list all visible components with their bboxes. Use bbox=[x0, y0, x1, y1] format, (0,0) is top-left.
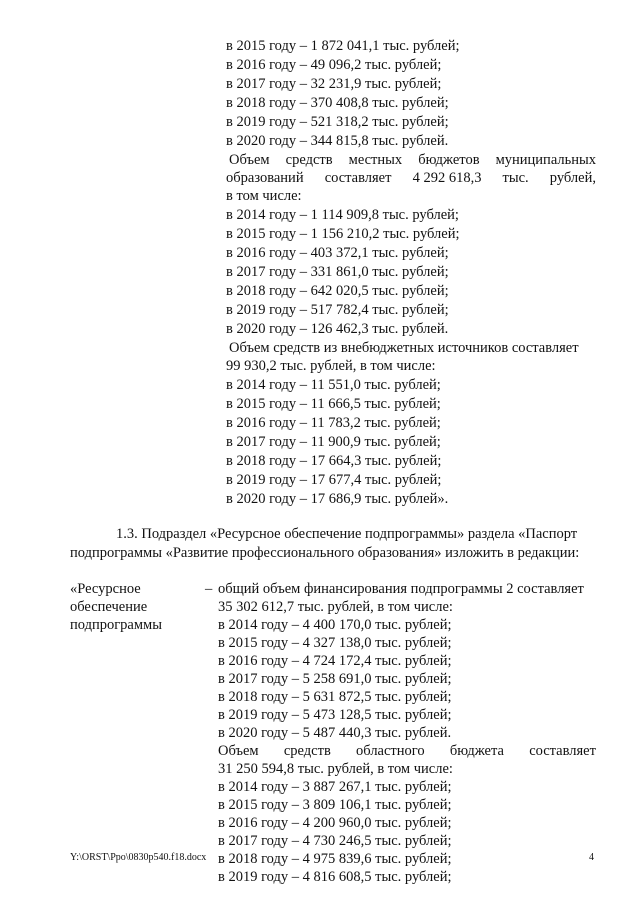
local-budget-line-1: Объем средств местных бюджетов муниципальных bbox=[229, 152, 596, 168]
year-line: в 2020 году – 5 487 440,3 тыс. рублей. bbox=[218, 725, 452, 741]
year-line: в 2020 году – 344 815,8 тыс. рублей. bbox=[226, 133, 449, 149]
resource-label-line-1: «Ресурсное bbox=[70, 581, 141, 597]
year-line: в 2017 году – 5 258 691,0 тыс. рублей; bbox=[218, 671, 452, 687]
year-line: в 2015 году – 4 327 138,0 тыс. рублей; bbox=[218, 635, 452, 651]
year-line: в 2016 году – 11 783,2 тыс. рублей; bbox=[226, 415, 441, 431]
extra-budget-line-1: Объем средств из внебюджетных источников составляет bbox=[229, 340, 579, 356]
footer-file-path: Y:\ORST\Ppo\0830p540.f18.docx bbox=[70, 852, 207, 863]
year-line: в 2014 году – 1 114 909,8 тыс. рублей; bbox=[226, 207, 459, 223]
regional-budget-line-2: 31 250 594,8 тыс. рублей, в том числе: bbox=[218, 761, 453, 777]
year-line: в 2018 году – 642 020,5 тыс. рублей; bbox=[226, 283, 449, 299]
year-line: в 2014 году – 4 400 170,0 тыс. рублей; bbox=[218, 617, 452, 633]
page-number: 4 bbox=[589, 852, 594, 863]
year-line: в 2018 году – 4 975 839,6 тыс. рублей; bbox=[218, 851, 452, 867]
year-line: в 2020 году – 17 686,9 тыс. рублей». bbox=[226, 491, 449, 507]
year-line: в 2016 году – 4 724 172,4 тыс. рублей; bbox=[218, 653, 452, 669]
resource-label-line-3: подпрограммы bbox=[70, 617, 162, 633]
total-financing-line-1: общий объем финансирования подпрограммы 2 составляет bbox=[218, 581, 584, 597]
year-line: в 2016 году – 403 372,1 тыс. рублей; bbox=[226, 245, 449, 261]
regional-budget-line-1: Объем средств областного бюджета составляет bbox=[218, 743, 596, 759]
year-line: в 2014 году – 3 887 267,1 тыс. рублей; bbox=[218, 779, 452, 795]
year-line: в 2016 году – 49 096,2 тыс. рублей; bbox=[226, 57, 442, 73]
year-line: в 2018 году – 5 631 872,5 тыс. рублей; bbox=[218, 689, 452, 705]
year-line: в 2019 году – 521 318,2 тыс. рублей; bbox=[226, 114, 449, 130]
year-line: в 2015 году – 11 666,5 тыс. рублей; bbox=[226, 396, 441, 412]
year-line: в 2019 году – 517 782,4 тыс. рублей; bbox=[226, 302, 449, 318]
section-heading-line-2: подпрограммы «Развитие профессионального образования» изложить в редакции: bbox=[70, 545, 580, 561]
year-line: в 2018 году – 370 408,8 тыс. рублей; bbox=[226, 95, 449, 111]
year-line: в 2020 году – 126 462,3 тыс. рублей. bbox=[226, 321, 449, 337]
year-line: в 2019 году – 5 473 128,5 тыс. рублей; bbox=[218, 707, 452, 723]
extra-budget-line-2: 99 930,2 тыс. рублей, в том числе: bbox=[226, 358, 436, 374]
year-line: в 2015 году – 3 809 106,1 тыс. рублей; bbox=[218, 797, 452, 813]
year-line: в 2017 году – 4 730 246,5 тыс. рублей; bbox=[218, 833, 452, 849]
year-line: в 2019 году – 17 677,4 тыс. рублей; bbox=[226, 472, 442, 488]
year-line: в 2016 году – 4 200 960,0 тыс. рублей; bbox=[218, 815, 452, 831]
year-line: в 2019 году – 4 816 608,5 тыс. рублей; bbox=[218, 869, 452, 885]
section-heading-line-1: 1.3. Подраздел «Ресурсное обеспечение подпрограммы» раздела «Паспорт bbox=[116, 526, 578, 542]
year-line: в 2018 году – 17 664,3 тыс. рублей; bbox=[226, 453, 442, 469]
year-line: в 2015 году – 1 156 210,2 тыс. рублей; bbox=[226, 226, 460, 242]
year-line: в 2014 году – 11 551,0 тыс. рублей; bbox=[226, 377, 441, 393]
local-budget-line-2: образований составляет 4 292 618,3 тыс. рублей, bbox=[226, 170, 596, 186]
year-line: в 2017 году – 32 231,9 тыс. рублей; bbox=[226, 76, 442, 92]
table-dash: – bbox=[205, 581, 213, 597]
resource-label-line-2: обеспечение bbox=[70, 599, 148, 615]
local-budget-line-3: в том числе: bbox=[226, 188, 302, 204]
year-line: в 2017 году – 331 861,0 тыс. рублей; bbox=[226, 264, 449, 280]
year-line: в 2017 году – 11 900,9 тыс. рублей; bbox=[226, 434, 441, 450]
total-financing-line-2: 35 302 612,7 тыс. рублей, в том числе: bbox=[218, 599, 453, 615]
year-line: в 2015 году – 1 872 041,1 тыс. рублей; bbox=[226, 38, 460, 54]
